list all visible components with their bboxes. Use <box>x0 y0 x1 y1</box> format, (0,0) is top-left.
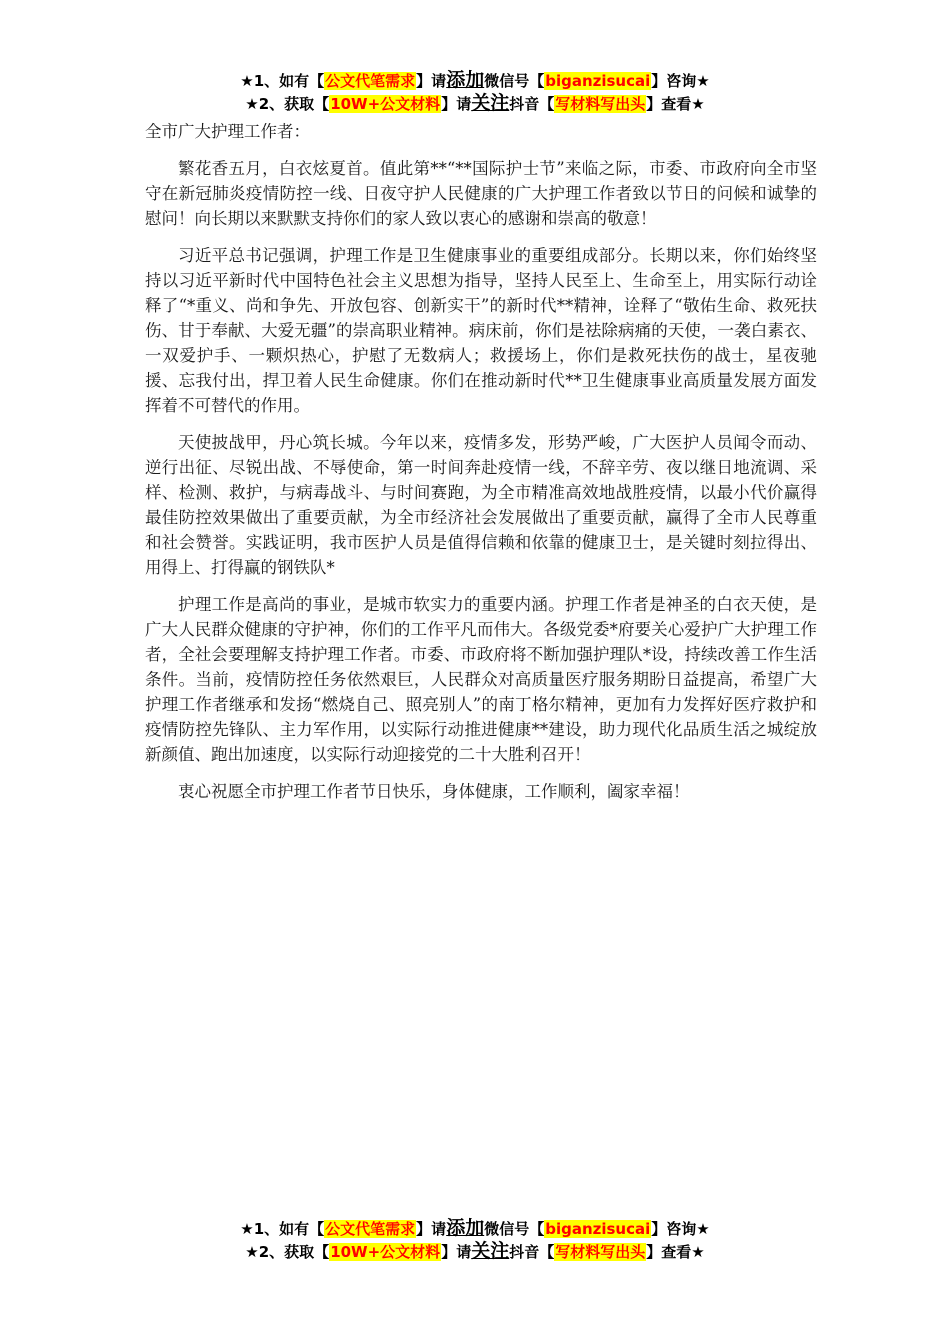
banner-text: ★2、获取【 <box>245 95 330 113</box>
banner-text: ★2、获取【 <box>245 1243 330 1261</box>
banner-emphasis: 添加 <box>446 1217 485 1239</box>
banner-text: 】请 <box>441 1243 472 1261</box>
salutation: 全市广大护理工作者： <box>145 122 310 141</box>
banner-highlight: 10W+公文材料 <box>330 1243 441 1261</box>
banner-highlight: 公文代笔需求 <box>325 1220 416 1238</box>
banner-highlight: biganzisucai <box>545 1220 651 1238</box>
banner-line-1 <box>0 69 950 92</box>
banner-text: ★1、如有【 <box>240 72 325 90</box>
banner-line-2 <box>0 92 950 115</box>
banner-emphasis: 添加 <box>446 69 485 91</box>
banner-emphasis: 关注 <box>471 1240 510 1262</box>
banner-highlight: 写材料写出头 <box>555 1243 646 1261</box>
banner-text: 微信号【 <box>484 1220 545 1238</box>
banner-line-2 <box>0 1240 950 1263</box>
paragraph: 衷心祝愿全市护理工作者节日快乐，身体健康，工作顺利，阖家幸福！ <box>178 782 690 801</box>
banner-emphasis: 关注 <box>471 92 510 114</box>
banner-text: 】咨询★ <box>651 72 710 90</box>
banner-text: ★1、如有【 <box>240 1220 325 1238</box>
banner-highlight: 写材料写出头 <box>555 95 646 113</box>
bottom-ad-banner <box>0 1217 950 1263</box>
paragraph: 繁花香五月，白衣炫夏首。值此第**“**国际护士节”来临之际，市委、市政府向全市坚守在新冠肺炎疫情防控一线、日夜守护人民健康的广大护理工作者致以节日的问候和诚挚的慰问！向长期以来默默支持你们的家人致以衷心的感谢和崇高的敬意！ <box>145 159 817 228</box>
paragraph: 习近平总书记强调，护理工作是卫生健康事业的重要组成部分。长期以来，你们始终坚持以习近平新时代中国特色社会主义思想为指导，坚持人民至上、生命至上，用实际行动诠释了“*重义、尚和争先、开放包容、创新实干”的新时代**精神，诠释了“敬佑生命、救死扶伤、甘于奉献、大爱无疆”的崇高职业精神。病床前，你们是祛除病痛的天使，一袭白素衣、一双爱护手、一颗炽热心，护慰了无数病人；救援场上，你们是救死扶伤的战士，星夜驰援、忘我付出，捍卫着人民生命健康。你们在推动新时代**卫生健康事业高质量发展方面发挥着不可替代的作用。 <box>145 246 817 415</box>
banner-text: 】请 <box>441 95 472 113</box>
banner-text: 抖音【 <box>509 1243 555 1261</box>
banner-text: 微信号【 <box>484 72 545 90</box>
banner-text: 】请 <box>416 1220 447 1238</box>
top-ad-banner <box>0 69 950 115</box>
banner-text: 】咨询★ <box>651 1220 710 1238</box>
banner-highlight: 10W+公文材料 <box>330 95 441 113</box>
banner-text: 抖音【 <box>509 95 555 113</box>
paragraph: 天使披战甲，丹心筑长城。今年以来，疫情多发，形势严峻，广大医护人员闻令而动、逆行出征、尽锐出战、不辱使命，第一时间奔赴疫情一线，不辞辛劳、夜以继日地流调、采样、检测、救护，与病毒战斗、与时间赛跑，为全市精准高效地战胜疫情，以最小代价赢得最佳防控效果做出了重要贡献，为全市经济社会发展做出了重要贡献，赢得了全市人民尊重和社会赞誉。实践证明，我市医护人员是值得信赖和依靠的健康卫士，是关键时刻拉得出、用得上、打得赢的钢铁队* <box>145 433 817 577</box>
paragraph: 护理工作是高尚的事业，是城市软实力的重要内涵。护理工作者是神圣的白衣天使，是广大人民群众健康的守护神，你们的工作平凡而伟大。各级党委*府要关心爱护广大护理工作者，全社会要理解支持护理工作者。市委、市政府将不断加强护理队*设，持续改善工作生活条件。当前，疫情防控任务依然艰巨，人民群众对高质量医疗服务期盼日益提高，希望广大护理工作者继承和发扬“燃烧自己、照亮别人”的南丁格尔精神，更加有力发挥好医疗救护和疫情防控先锋队、主力军作用，以实际行动推进健康**建设，助力现代化品质生活之城绽放新颜值、跑出加速度，以实际行动迎接党的二十大胜利召开！ <box>145 595 817 764</box>
letter-body <box>145 119 817 816</box>
banner-text: 】查看★ <box>646 1243 705 1261</box>
banner-text: 】请 <box>416 72 447 90</box>
banner-line-1 <box>0 1217 950 1240</box>
banner-highlight: 公文代笔需求 <box>325 72 416 90</box>
banner-text: 】查看★ <box>646 95 705 113</box>
banner-highlight: biganzisucai <box>545 72 651 90</box>
